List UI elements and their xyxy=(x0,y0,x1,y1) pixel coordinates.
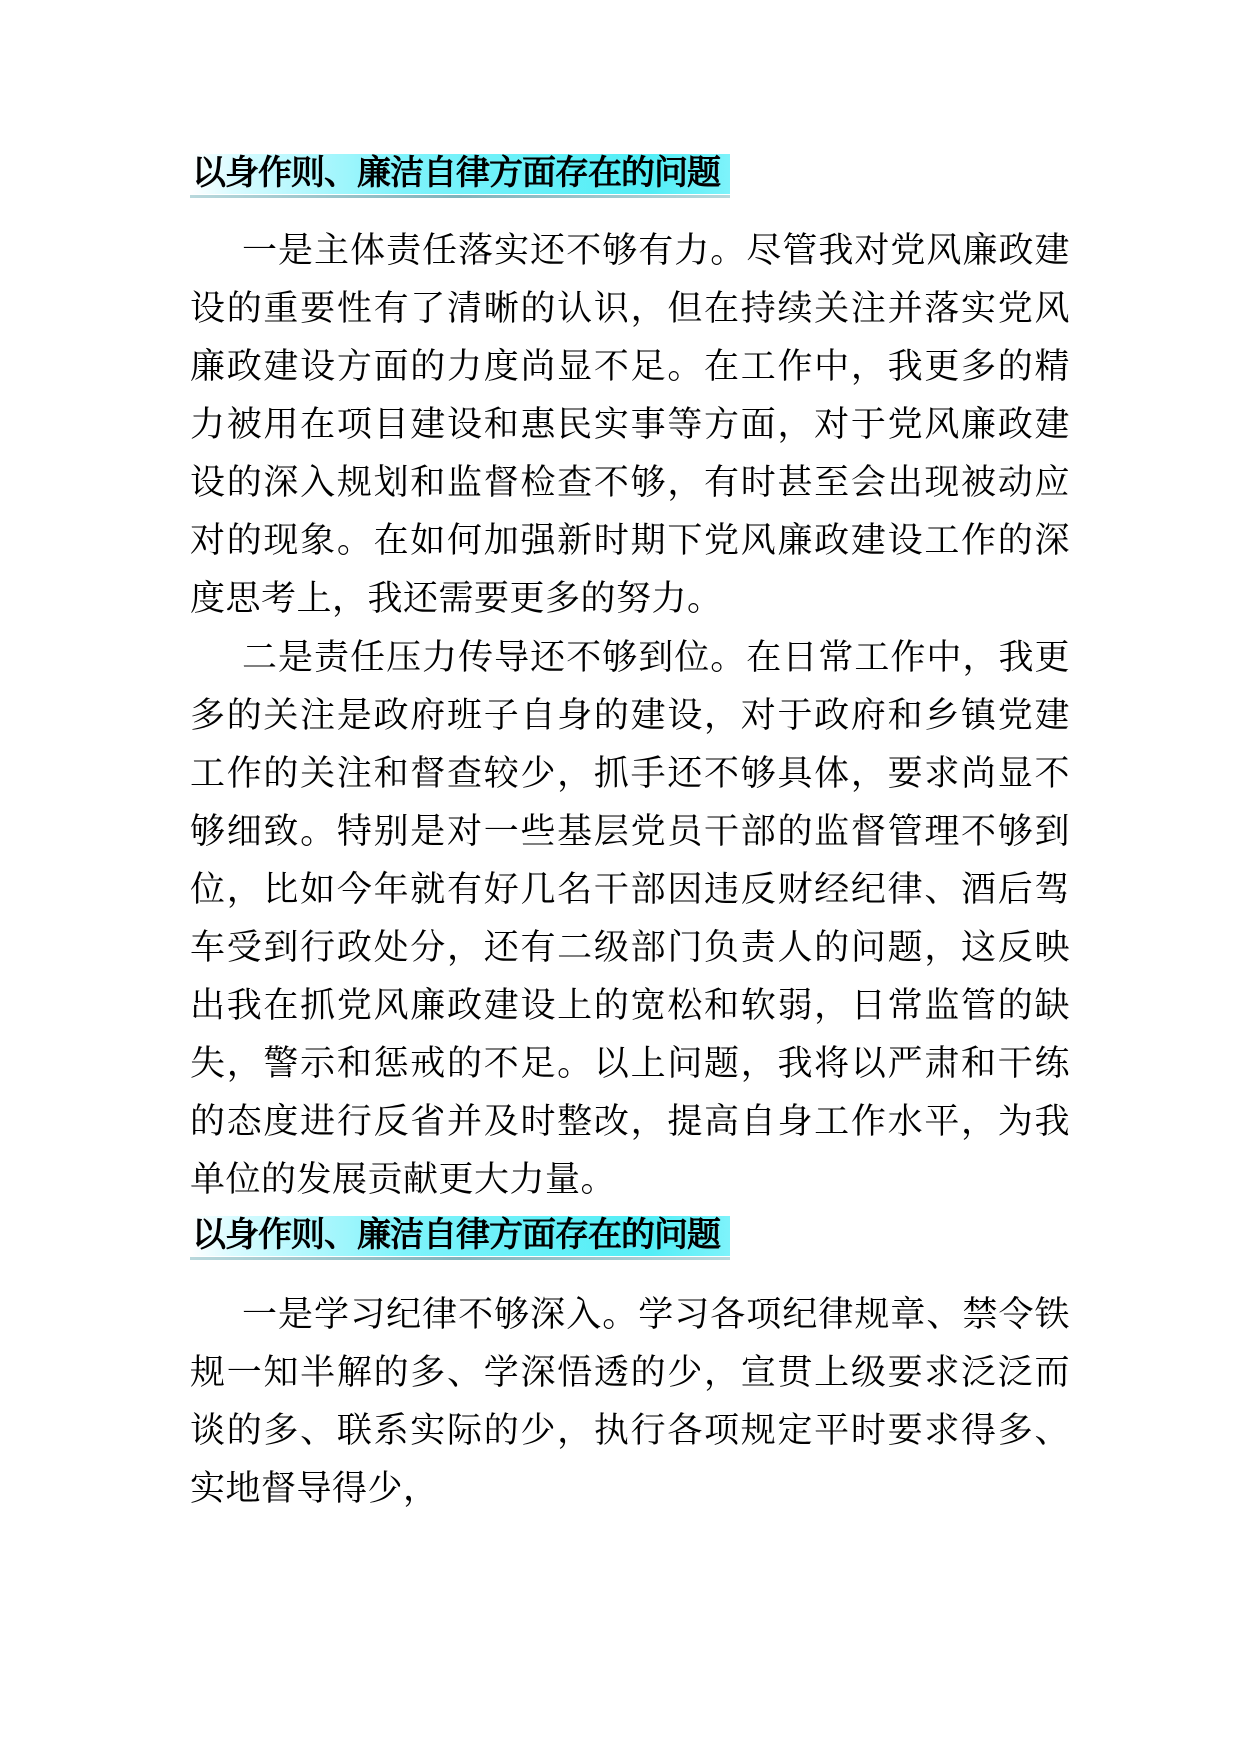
heading-text: 以身作则、廉洁自律方面存在的问题 xyxy=(192,153,720,193)
heading-text: 以身作则、廉洁自律方面存在的问题 xyxy=(192,1215,720,1255)
paragraph-1: 一是主体责任落实还不够有力。尽管我对党风廉政建设的重要性有了清晰的认识，但在持续关注并落实党风廉政建设方面的力度尚显不足。在工作中，我更多的精力被用在项目建设和惠民实事等方面，对于党风廉政建设的深入规划和监督检查不够，有时甚至会出现被动应对的现象。在如何加强新时期下党风廉政建设工作的深度思考上，我还需要更多的努力。 xyxy=(190,231,1070,619)
paragraph-3: 一是学习纪律不够深入。学习各项纪律规章、禁令铁规一知半解的多、学深悟透的少，宣贯上级要求泛泛而谈的多、联系实际的少，执行各项规定平时要求得多、实地督导得少， xyxy=(190,1295,1070,1509)
section-heading-1 xyxy=(190,148,730,198)
section-heading-2 xyxy=(190,1210,730,1260)
paragraph-2: 二是责任压力传导还不够到位。在日常工作中，我更多的关注是政府班子自身的建设，对于政府和乡镇党建工作的关注和督查较少，抓手还不够具体，要求尚显不够细致。特别是对一些基层党员干部的监督管理不够到位，比如今年就有好几名干部因违反财经纪律、酒后驾车受到行政处分，还有二级部门负责人的问题，这反映出我在抓党风廉政建设上的宽松和软弱，日常监管的缺失，警示和惩戒的不足。以上问题，我将以严肃和干练的态度进行反省并及时整改，提高自身工作水平，为我单位的发展贡献更大力量。 xyxy=(190,638,1070,1200)
